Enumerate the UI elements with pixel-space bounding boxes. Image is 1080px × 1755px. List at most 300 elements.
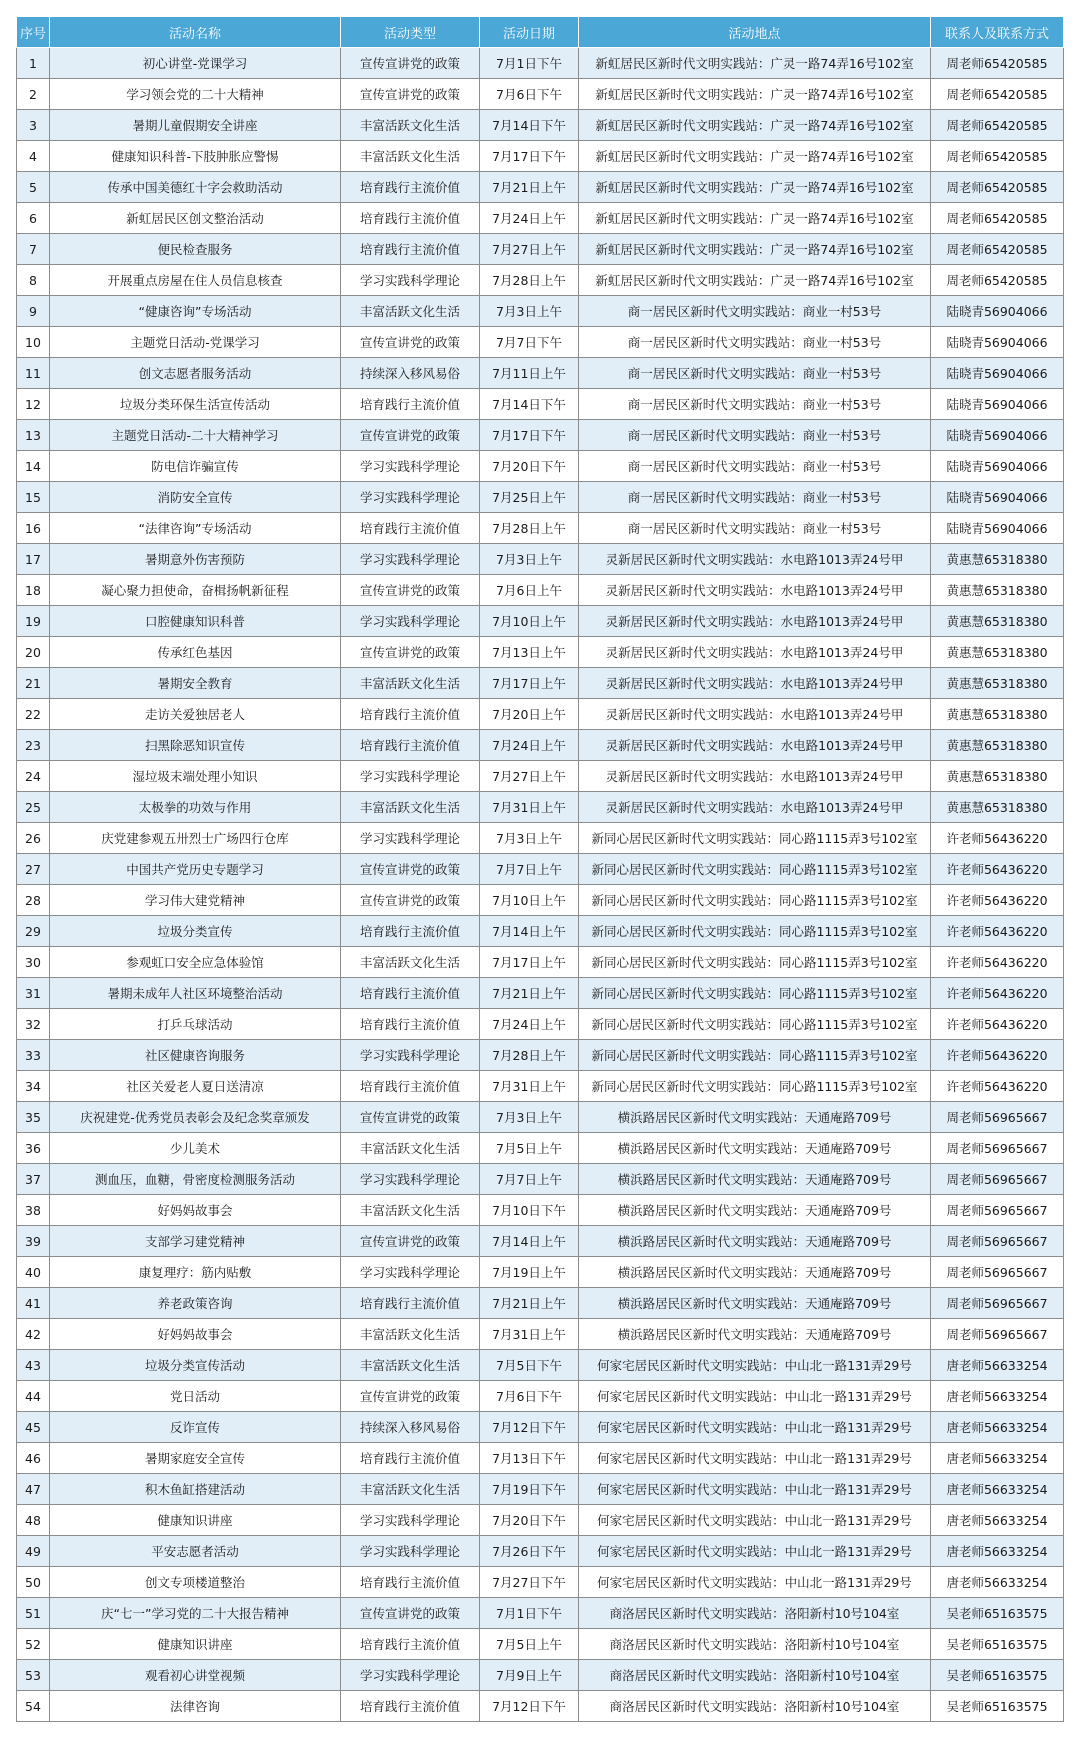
cell-activity-date: 7月21日上午 (480, 1288, 579, 1319)
cell-seq: 44 (17, 1381, 50, 1412)
cell-seq: 23 (17, 730, 50, 761)
cell-activity-location: 新同心居民区新时代文明实践站：同心路1115弄3号102室 (579, 1071, 931, 1102)
cell-activity-date: 7月31日上午 (480, 1071, 579, 1102)
cell-seq: 30 (17, 947, 50, 978)
table-row (17, 1412, 1064, 1443)
cell-seq: 25 (17, 792, 50, 823)
table-row (17, 420, 1064, 451)
cell-activity-name: 主题党日活动-二十大精神学习 (50, 420, 341, 451)
cell-activity-location: 新同心居民区新时代文明实践站：同心路1115弄3号102室 (579, 916, 931, 947)
cell-activity-type: 学习实践科学理论 (341, 1660, 480, 1691)
cell-activity-type: 宣传宣讲党的政策 (341, 79, 480, 110)
cell-activity-name: 凝心聚力担使命，奋楫扬帆新征程 (50, 575, 341, 606)
cell-activity-date: 7月31日上午 (480, 1319, 579, 1350)
cell-activity-type: 学习实践科学理论 (341, 1164, 480, 1195)
cell-contact: 周老师56965667 (931, 1226, 1064, 1257)
table-row (17, 916, 1064, 947)
cell-activity-type: 培育践行主流价值 (341, 389, 480, 420)
cell-activity-date: 7月3日上午 (480, 1102, 579, 1133)
cell-activity-date: 7月10日上午 (480, 606, 579, 637)
cell-contact: 周老师56965667 (931, 1257, 1064, 1288)
cell-activity-name: 垃圾分类宣传活动 (50, 1350, 341, 1381)
cell-activity-type: 培育践行主流价值 (341, 1443, 480, 1474)
cell-activity-location: 商一居民区新时代文明实践站：商业一村53号 (579, 358, 931, 389)
cell-activity-name: 健康知识讲座 (50, 1505, 341, 1536)
cell-activity-location: 新同心居民区新时代文明实践站：同心路1115弄3号102室 (579, 947, 931, 978)
cell-activity-location: 商一居民区新时代文明实践站：商业一村53号 (579, 327, 931, 358)
cell-seq: 37 (17, 1164, 50, 1195)
table-row (17, 1257, 1064, 1288)
cell-activity-name: 健康知识科普-下肢肿胀应警惕 (50, 141, 341, 172)
header-activity-type: 活动类型 (341, 17, 480, 48)
cell-seq: 29 (17, 916, 50, 947)
cell-activity-date: 7月5日下午 (480, 1350, 579, 1381)
cell-activity-name: 开展重点房屋在住人员信息核查 (50, 265, 341, 296)
cell-activity-location: 灵新居民区新时代文明实践站：水电路1013弄24号甲 (579, 637, 931, 668)
cell-activity-type: 学习实践科学理论 (341, 1536, 480, 1567)
cell-contact: 黄惠慧65318380 (931, 606, 1064, 637)
cell-contact: 陆晓青56904066 (931, 420, 1064, 451)
cell-activity-type: 培育践行主流价值 (341, 916, 480, 947)
cell-contact: 陆晓青56904066 (931, 451, 1064, 482)
cell-activity-location: 横浜路居民区新时代文明实践站：天通庵路709号 (579, 1133, 931, 1164)
cell-activity-name: 参观虹口安全应急体验馆 (50, 947, 341, 978)
header-activity-date: 活动日期 (480, 17, 579, 48)
cell-activity-type: 丰富活跃文化生活 (341, 1319, 480, 1350)
table-row (17, 1102, 1064, 1133)
cell-activity-date: 7月5日上午 (480, 1133, 579, 1164)
cell-activity-date: 7月20日下午 (480, 1505, 579, 1536)
cell-seq: 45 (17, 1412, 50, 1443)
table-row (17, 1226, 1064, 1257)
cell-activity-type: 持续深入移风易俗 (341, 358, 480, 389)
cell-activity-type: 学习实践科学理论 (341, 761, 480, 792)
cell-contact: 陆晓青56904066 (931, 513, 1064, 544)
cell-activity-date: 7月24日上午 (480, 203, 579, 234)
cell-contact: 唐老师56633254 (931, 1536, 1064, 1567)
cell-activity-name: 垃圾分类宣传 (50, 916, 341, 947)
cell-seq: 33 (17, 1040, 50, 1071)
table-row (17, 606, 1064, 637)
cell-seq: 47 (17, 1474, 50, 1505)
cell-activity-date: 7月6日下午 (480, 1381, 579, 1412)
cell-activity-name: 湿垃圾末端处理小知识 (50, 761, 341, 792)
table-row (17, 141, 1064, 172)
cell-contact: 唐老师56633254 (931, 1505, 1064, 1536)
cell-activity-date: 7月13日上午 (480, 637, 579, 668)
cell-activity-date: 7月5日上午 (480, 1629, 579, 1660)
cell-seq: 14 (17, 451, 50, 482)
cell-seq: 17 (17, 544, 50, 575)
cell-activity-type: 丰富活跃文化生活 (341, 141, 480, 172)
table-row (17, 1288, 1064, 1319)
cell-activity-type: 培育践行主流价值 (341, 234, 480, 265)
cell-activity-location: 新虹居民区新时代文明实践站：广灵一路74弄16号102室 (579, 110, 931, 141)
cell-activity-date: 7月20日上午 (480, 699, 579, 730)
cell-seq: 22 (17, 699, 50, 730)
cell-activity-type: 培育践行主流价值 (341, 1071, 480, 1102)
cell-seq: 48 (17, 1505, 50, 1536)
cell-contact: 唐老师56633254 (931, 1474, 1064, 1505)
table-row (17, 265, 1064, 296)
cell-contact: 吴老师65163575 (931, 1660, 1064, 1691)
cell-activity-type: 培育践行主流价值 (341, 1567, 480, 1598)
cell-activity-date: 7月19日下午 (480, 1474, 579, 1505)
cell-activity-name: 暑期家庭安全宣传 (50, 1443, 341, 1474)
table-row (17, 327, 1064, 358)
cell-activity-type: 培育践行主流价值 (341, 1629, 480, 1660)
cell-activity-name: 庆党建参观五卅烈士广场四行仓库 (50, 823, 341, 854)
table-row (17, 544, 1064, 575)
cell-activity-date: 7月12日下午 (480, 1412, 579, 1443)
cell-activity-type: 丰富活跃文化生活 (341, 947, 480, 978)
table-row (17, 947, 1064, 978)
cell-contact: 周老师65420585 (931, 172, 1064, 203)
cell-activity-type: 培育践行主流价值 (341, 699, 480, 730)
cell-activity-date: 7月13日下午 (480, 1443, 579, 1474)
cell-activity-name: 扫黑除恶知识宣传 (50, 730, 341, 761)
cell-seq: 9 (17, 296, 50, 327)
table-row (17, 389, 1064, 420)
table-row (17, 234, 1064, 265)
cell-seq: 32 (17, 1009, 50, 1040)
cell-contact: 周老师56965667 (931, 1133, 1064, 1164)
cell-contact: 周老师65420585 (931, 79, 1064, 110)
table-row (17, 978, 1064, 1009)
cell-activity-name: 传承红色基因 (50, 637, 341, 668)
table-row (17, 1536, 1064, 1567)
cell-contact: 许老师56436220 (931, 1071, 1064, 1102)
cell-activity-type: 学习实践科学理论 (341, 451, 480, 482)
cell-contact: 黄惠慧65318380 (931, 575, 1064, 606)
table-row (17, 637, 1064, 668)
cell-activity-name: 好妈妈故事会 (50, 1195, 341, 1226)
cell-activity-location: 商一居民区新时代文明实践站：商业一村53号 (579, 389, 931, 420)
cell-activity-date: 7月7日下午 (480, 327, 579, 358)
cell-activity-date: 7月24日上午 (480, 730, 579, 761)
table-row (17, 1040, 1064, 1071)
cell-activity-date: 7月14日上午 (480, 1226, 579, 1257)
cell-activity-type: 学习实践科学理论 (341, 1505, 480, 1536)
cell-contact: 许老师56436220 (931, 947, 1064, 978)
cell-seq: 39 (17, 1226, 50, 1257)
cell-activity-type: 培育践行主流价值 (341, 172, 480, 203)
cell-activity-location: 新同心居民区新时代文明实践站：同心路1115弄3号102室 (579, 823, 931, 854)
header-seq: 序号 (17, 17, 50, 48)
cell-seq: 5 (17, 172, 50, 203)
cell-activity-location: 灵新居民区新时代文明实践站：水电路1013弄24号甲 (579, 699, 931, 730)
cell-activity-date: 7月28日上午 (480, 513, 579, 544)
cell-activity-name: 暑期意外伤害预防 (50, 544, 341, 575)
cell-activity-name: 口腔健康知识科普 (50, 606, 341, 637)
cell-activity-type: 宣传宣讲党的政策 (341, 420, 480, 451)
cell-activity-date: 7月14日上午 (480, 916, 579, 947)
cell-activity-date: 7月31日上午 (480, 792, 579, 823)
cell-seq: 21 (17, 668, 50, 699)
cell-seq: 41 (17, 1288, 50, 1319)
cell-activity-location: 何家宅居民区新时代文明实践站：中山北一路131弄29号 (579, 1350, 931, 1381)
table-row (17, 575, 1064, 606)
cell-contact: 周老师65420585 (931, 110, 1064, 141)
cell-activity-type: 学习实践科学理论 (341, 606, 480, 637)
cell-contact: 许老师56436220 (931, 854, 1064, 885)
table-row (17, 1350, 1064, 1381)
cell-contact: 唐老师56633254 (931, 1412, 1064, 1443)
cell-activity-location: 灵新居民区新时代文明实践站：水电路1013弄24号甲 (579, 761, 931, 792)
cell-activity-name: 防电信诈骗宣传 (50, 451, 341, 482)
cell-seq: 38 (17, 1195, 50, 1226)
cell-seq: 2 (17, 79, 50, 110)
cell-seq: 13 (17, 420, 50, 451)
cell-activity-type: 宣传宣讲党的政策 (341, 1226, 480, 1257)
cell-activity-date: 7月21日上午 (480, 978, 579, 1009)
cell-activity-date: 7月27日下午 (480, 1567, 579, 1598)
table-row (17, 823, 1064, 854)
cell-activity-date: 7月3日上午 (480, 296, 579, 327)
cell-activity-location: 横浜路居民区新时代文明实践站：天通庵路709号 (579, 1288, 931, 1319)
table-row (17, 761, 1064, 792)
cell-activity-type: 丰富活跃文化生活 (341, 1350, 480, 1381)
cell-activity-location: 灵新居民区新时代文明实践站：水电路1013弄24号甲 (579, 792, 931, 823)
cell-seq: 6 (17, 203, 50, 234)
cell-activity-type: 培育践行主流价值 (341, 978, 480, 1009)
cell-activity-name: 新虹居民区创文整治活动 (50, 203, 341, 234)
cell-activity-date: 7月27日上午 (480, 234, 579, 265)
cell-activity-date: 7月11日上午 (480, 358, 579, 389)
table-row (17, 1691, 1064, 1722)
cell-activity-name: 平安志愿者活动 (50, 1536, 341, 1567)
cell-seq: 3 (17, 110, 50, 141)
cell-contact: 周老师56965667 (931, 1288, 1064, 1319)
cell-seq: 16 (17, 513, 50, 544)
cell-contact: 唐老师56633254 (931, 1443, 1064, 1474)
cell-activity-type: 培育践行主流价值 (341, 513, 480, 544)
cell-activity-type: 丰富活跃文化生活 (341, 1195, 480, 1226)
cell-activity-name: 便民检查服务 (50, 234, 341, 265)
cell-seq: 1 (17, 48, 50, 79)
cell-activity-date: 7月28日上午 (480, 265, 579, 296)
cell-contact: 许老师56436220 (931, 1009, 1064, 1040)
cell-seq: 35 (17, 1102, 50, 1133)
cell-activity-date: 7月3日上午 (480, 823, 579, 854)
cell-contact: 黄惠慧65318380 (931, 668, 1064, 699)
cell-contact: 唐老师56633254 (931, 1567, 1064, 1598)
cell-activity-location: 何家宅居民区新时代文明实践站：中山北一路131弄29号 (579, 1443, 931, 1474)
cell-activity-name: 创文专项楼道整治 (50, 1567, 341, 1598)
cell-activity-type: 宣传宣讲党的政策 (341, 327, 480, 358)
cell-activity-name: 康复理疗：筋内贴敷 (50, 1257, 341, 1288)
cell-activity-location: 商一居民区新时代文明实践站：商业一村53号 (579, 296, 931, 327)
cell-contact: 唐老师56633254 (931, 1381, 1064, 1412)
cell-activity-location: 新虹居民区新时代文明实践站：广灵一路74弄16号102室 (579, 265, 931, 296)
cell-contact: 陆晓青56904066 (931, 389, 1064, 420)
cell-activity-location: 何家宅居民区新时代文明实践站：中山北一路131弄29号 (579, 1381, 931, 1412)
cell-contact: 陆晓青56904066 (931, 358, 1064, 389)
cell-activity-name: 中国共产党历史专题学习 (50, 854, 341, 885)
cell-seq: 26 (17, 823, 50, 854)
cell-activity-name: 暑期安全教育 (50, 668, 341, 699)
cell-activity-type: 丰富活跃文化生活 (341, 668, 480, 699)
cell-activity-location: 新虹居民区新时代文明实践站：广灵一路74弄16号102室 (579, 234, 931, 265)
cell-activity-type: 持续深入移风易俗 (341, 1412, 480, 1443)
cell-activity-location: 横浜路居民区新时代文明实践站：天通庵路709号 (579, 1195, 931, 1226)
cell-activity-name: 太极拳的功效与作用 (50, 792, 341, 823)
cell-contact: 周老师56965667 (931, 1319, 1064, 1350)
table-row (17, 885, 1064, 916)
cell-activity-date: 7月20日下午 (480, 451, 579, 482)
table-row (17, 1071, 1064, 1102)
cell-activity-location: 横浜路居民区新时代文明实践站：天通庵路709号 (579, 1164, 931, 1195)
table-row (17, 1598, 1064, 1629)
cell-contact: 许老师56436220 (931, 885, 1064, 916)
table-row (17, 730, 1064, 761)
cell-activity-date: 7月14日下午 (480, 110, 579, 141)
cell-activity-date: 7月14日下午 (480, 389, 579, 420)
cell-seq: 15 (17, 482, 50, 513)
cell-activity-name: 社区关爱老人夏日送清凉 (50, 1071, 341, 1102)
cell-activity-location: 灵新居民区新时代文明实践站：水电路1013弄24号甲 (579, 606, 931, 637)
cell-seq: 4 (17, 141, 50, 172)
cell-seq: 52 (17, 1629, 50, 1660)
cell-contact: 周老师65420585 (931, 265, 1064, 296)
cell-activity-type: 宣传宣讲党的政策 (341, 1381, 480, 1412)
table-row (17, 1660, 1064, 1691)
cell-activity-date: 7月21日上午 (480, 172, 579, 203)
cell-activity-name: 主题党日活动-党课学习 (50, 327, 341, 358)
cell-contact: 黄惠慧65318380 (931, 544, 1064, 575)
cell-activity-date: 7月27日上午 (480, 761, 579, 792)
cell-activity-type: 学习实践科学理论 (341, 265, 480, 296)
cell-activity-type: 学习实践科学理论 (341, 482, 480, 513)
cell-seq: 27 (17, 854, 50, 885)
cell-seq: 18 (17, 575, 50, 606)
cell-activity-location: 商一居民区新时代文明实践站：商业一村53号 (579, 420, 931, 451)
cell-seq: 46 (17, 1443, 50, 1474)
cell-activity-date: 7月12日下午 (480, 1691, 579, 1722)
cell-activity-type: 培育践行主流价值 (341, 1288, 480, 1319)
cell-activity-location: 商洛居民区新时代文明实践站：洛阳新村10号104室 (579, 1629, 931, 1660)
cell-seq: 36 (17, 1133, 50, 1164)
cell-activity-name: 少儿美术 (50, 1133, 341, 1164)
cell-activity-type: 培育践行主流价值 (341, 203, 480, 234)
cell-seq: 49 (17, 1536, 50, 1567)
cell-activity-name: 庆祝建党-优秀党员表彰会及纪念奖章颁发 (50, 1102, 341, 1133)
table-row (17, 1319, 1064, 1350)
header-contact: 联系人及联系方式 (931, 17, 1064, 48)
cell-activity-type: 丰富活跃文化生活 (341, 296, 480, 327)
table-row (17, 48, 1064, 79)
cell-activity-date: 7月19日上午 (480, 1257, 579, 1288)
cell-activity-location: 新虹居民区新时代文明实践站：广灵一路74弄16号102室 (579, 172, 931, 203)
cell-contact: 黄惠慧65318380 (931, 730, 1064, 761)
cell-contact: 周老师65420585 (931, 203, 1064, 234)
cell-seq: 11 (17, 358, 50, 389)
cell-activity-location: 横浜路居民区新时代文明实践站：天通庵路709号 (579, 1257, 931, 1288)
cell-activity-location: 新同心居民区新时代文明实践站：同心路1115弄3号102室 (579, 978, 931, 1009)
table-row (17, 79, 1064, 110)
cell-contact: 黄惠慧65318380 (931, 792, 1064, 823)
table-row (17, 1164, 1064, 1195)
cell-activity-location: 新同心居民区新时代文明实践站：同心路1115弄3号102室 (579, 1009, 931, 1040)
header-activity-name: 活动名称 (50, 17, 341, 48)
cell-activity-name: 社区健康咨询服务 (50, 1040, 341, 1071)
cell-contact: 周老师65420585 (931, 234, 1064, 265)
cell-activity-name: 反诈宣传 (50, 1412, 341, 1443)
cell-contact: 黄惠慧65318380 (931, 637, 1064, 668)
cell-activity-location: 商洛居民区新时代文明实践站：洛阳新村10号104室 (579, 1660, 931, 1691)
table-header-row (17, 17, 1064, 48)
cell-seq: 8 (17, 265, 50, 296)
cell-seq: 24 (17, 761, 50, 792)
cell-activity-date: 7月17日上午 (480, 947, 579, 978)
cell-activity-date: 7月25日上午 (480, 482, 579, 513)
cell-seq: 42 (17, 1319, 50, 1350)
cell-activity-name: 垃圾分类环保生活宣传活动 (50, 389, 341, 420)
cell-activity-location: 新同心居民区新时代文明实践站：同心路1115弄3号102室 (579, 885, 931, 916)
cell-activity-date: 7月9日上午 (480, 1660, 579, 1691)
cell-activity-name: “法律咨询”专场活动 (50, 513, 341, 544)
table-row (17, 668, 1064, 699)
cell-activity-name: 养老政策咨询 (50, 1288, 341, 1319)
cell-activity-name: 测血压，血糖，骨密度检测服务活动 (50, 1164, 341, 1195)
cell-activity-type: 丰富活跃文化生活 (341, 1474, 480, 1505)
cell-contact: 黄惠慧65318380 (931, 699, 1064, 730)
cell-seq: 28 (17, 885, 50, 916)
cell-activity-date: 7月1日下午 (480, 1598, 579, 1629)
cell-contact: 周老师65420585 (931, 141, 1064, 172)
cell-activity-name: 学习领会党的二十大精神 (50, 79, 341, 110)
cell-activity-date: 7月6日下午 (480, 79, 579, 110)
cell-contact: 许老师56436220 (931, 823, 1064, 854)
cell-seq: 31 (17, 978, 50, 1009)
cell-activity-name: 积木鱼缸搭建活动 (50, 1474, 341, 1505)
cell-seq: 34 (17, 1071, 50, 1102)
cell-contact: 周老师65420585 (931, 48, 1064, 79)
cell-activity-location: 灵新居民区新时代文明实践站：水电路1013弄24号甲 (579, 668, 931, 699)
table-row (17, 1567, 1064, 1598)
cell-contact: 许老师56436220 (931, 978, 1064, 1009)
cell-activity-location: 何家宅居民区新时代文明实践站：中山北一路131弄29号 (579, 1505, 931, 1536)
cell-activity-name: 传承中国美德红十字会救助活动 (50, 172, 341, 203)
cell-activity-location: 何家宅居民区新时代文明实践站：中山北一路131弄29号 (579, 1412, 931, 1443)
cell-seq: 50 (17, 1567, 50, 1598)
cell-seq: 20 (17, 637, 50, 668)
cell-activity-date: 7月24日上午 (480, 1009, 579, 1040)
cell-activity-type: 学习实践科学理论 (341, 1257, 480, 1288)
cell-activity-date: 7月10日下午 (480, 1195, 579, 1226)
cell-activity-type: 宣传宣讲党的政策 (341, 637, 480, 668)
table-row (17, 1009, 1064, 1040)
cell-activity-location: 横浜路居民区新时代文明实践站：天通庵路709号 (579, 1226, 931, 1257)
cell-seq: 51 (17, 1598, 50, 1629)
table-row (17, 513, 1064, 544)
table-row (17, 1195, 1064, 1226)
cell-activity-name: 健康知识讲座 (50, 1629, 341, 1660)
cell-activity-name: 创文志愿者服务活动 (50, 358, 341, 389)
cell-contact: 唐老师56633254 (931, 1350, 1064, 1381)
cell-activity-location: 新虹居民区新时代文明实践站：广灵一路74弄16号102室 (579, 141, 931, 172)
cell-activity-location: 新同心居民区新时代文明实践站：同心路1115弄3号102室 (579, 1040, 931, 1071)
table-row (17, 358, 1064, 389)
cell-contact: 黄惠慧65318380 (931, 761, 1064, 792)
cell-seq: 12 (17, 389, 50, 420)
cell-activity-type: 培育践行主流价值 (341, 1009, 480, 1040)
cell-activity-type: 宣传宣讲党的政策 (341, 48, 480, 79)
cell-contact: 许老师56436220 (931, 1040, 1064, 1071)
cell-activity-date: 7月10日上午 (480, 885, 579, 916)
cell-contact: 周老师56965667 (931, 1164, 1064, 1195)
cell-activity-date: 7月17日下午 (480, 141, 579, 172)
